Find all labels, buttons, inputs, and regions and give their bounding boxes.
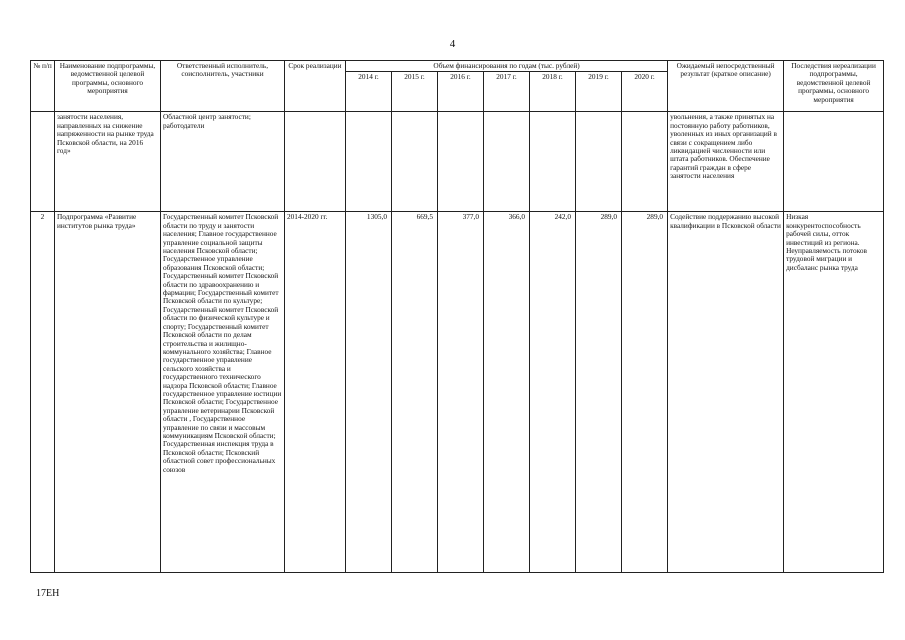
header-row-1 bbox=[31, 61, 884, 72]
header-year: 2018 г. bbox=[530, 72, 576, 112]
table-row-continued bbox=[31, 112, 884, 212]
row-consequences bbox=[784, 112, 884, 212]
page-number: 4 bbox=[449, 38, 456, 50]
header-year: 2015 г. bbox=[392, 72, 438, 112]
table-row-subprogram-2 bbox=[31, 212, 884, 573]
row-name: занятости населения, направленных на снижение напряженности на рынке труда Псковской области, на 2016 год» bbox=[55, 112, 161, 212]
row-value-2016: 377,0 bbox=[438, 212, 484, 573]
header-consequences: Последствия нереализации подпрограммы, ведомственной целевой программы, основного мероприятия bbox=[784, 61, 884, 112]
header-year: 2014 г. bbox=[346, 72, 392, 112]
header-year: 2019 г. bbox=[576, 72, 622, 112]
document-code: 17ЕН bbox=[36, 588, 60, 599]
row-value bbox=[346, 112, 392, 212]
row-value bbox=[576, 112, 622, 212]
header-period: Срок реализации bbox=[285, 61, 346, 112]
row-consequences: Низкая конкурентоспособность рабочей силы, отток инвестиций из региона. Неуправляемость потоков трудовой миграции и дисбаланс рынка труда bbox=[784, 212, 884, 573]
program-table bbox=[30, 60, 884, 573]
row-value-2015: 669,5 bbox=[392, 212, 438, 573]
row-value bbox=[530, 112, 576, 212]
row-name: Подпрограмма «Развитие институтов рынка труда» bbox=[55, 212, 161, 573]
row-result: Содействие поддержанию высокой квалификации в Псковской области bbox=[668, 212, 784, 573]
header-year: 2017 г. bbox=[484, 72, 530, 112]
row-value-2020: 289,0 bbox=[622, 212, 668, 573]
row-value-2018: 242,0 bbox=[530, 212, 576, 573]
row-period: 2014-2020 гг. bbox=[285, 212, 346, 573]
row-executor: Государственный комитет Псковской области по труду и занятости населения; Главное государственное управление социальной защиты населения Псковской области; Государственное управление образования Псковской области; Государственный комитет Псковской области по здравоохранению и фармации; Государственный комитет Псковской области по культуре; Государственный комитет Псковской области по физической культуре и спорту; Государственный комитет Псковской области по делам строительства и жилищно-коммунального хозяйства; Главное государственное управление сельского хозяйства и государственного технического надзора Псковской области; Главное государственное управление юстиции Псковской области; Государственное управление ветеринарии Псковской области , Государственное управление по связи и массовым коммуникациям Псковской области; Государственная инспекция труда в Псковской области; Псковский областной совет профессиональных союзов bbox=[161, 212, 285, 573]
header-result: Ожидаемый непосредственный результат (краткое описание) bbox=[668, 61, 784, 112]
row-value-2017: 366,0 bbox=[484, 212, 530, 573]
header-year: 2016 г. bbox=[438, 72, 484, 112]
row-period bbox=[285, 112, 346, 212]
row-value bbox=[484, 112, 530, 212]
header-funding: Объем финансирования по годам (тыс. рублей) bbox=[346, 61, 668, 72]
row-value bbox=[438, 112, 484, 212]
row-value-2014: 1305,0 bbox=[346, 212, 392, 573]
row-value-2019: 289,0 bbox=[576, 212, 622, 573]
header-executor: Ответственный исполнитель, соисполнитель, участники bbox=[161, 61, 285, 112]
row-value bbox=[392, 112, 438, 212]
row-result: увольнения, а также принятых на постоянную работу работников, уволенных из иных организаций в связи с сокращением либо ликвидацией численности или штата работников. Обеспечение гарантий граждан в сфере занятости населения bbox=[668, 112, 784, 212]
row-executor: Областной центр занятости; работодатели bbox=[161, 112, 285, 212]
header-name: Наименование подпрограммы, ведомственной целевой программы, основного мероприятия bbox=[55, 61, 161, 112]
header-year: 2020 г. bbox=[622, 72, 668, 112]
row-value bbox=[622, 112, 668, 212]
row-num: 2 bbox=[31, 212, 55, 573]
header-num: № п/п bbox=[31, 61, 55, 112]
row-num bbox=[31, 112, 55, 212]
